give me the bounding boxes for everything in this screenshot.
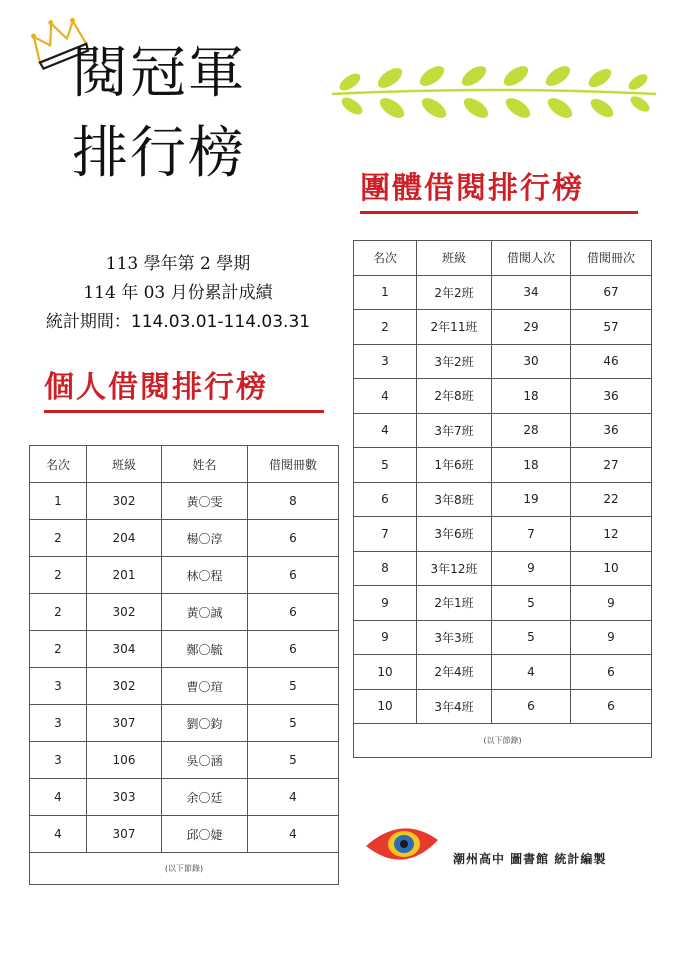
- table-cell: 邱〇婕: [162, 816, 248, 853]
- table-cell: 4: [492, 655, 571, 690]
- table-cell: 2: [30, 594, 87, 631]
- credit-text: 潮州高中 圖書館 統計編製: [453, 852, 607, 866]
- table-cell: 林〇程: [162, 557, 248, 594]
- table-cell: 3年6班: [417, 517, 492, 552]
- table-cell: 3年8班: [417, 482, 492, 517]
- table-row: [30, 631, 339, 668]
- semester-line: 113 學年第 2 學期: [105, 254, 251, 274]
- table-cell: 10: [354, 689, 417, 724]
- table-cell: 3: [30, 668, 87, 705]
- table-cell: 9: [571, 620, 652, 655]
- table-row: [354, 275, 652, 310]
- table-cell: 曹〇瑄: [162, 668, 248, 705]
- header-borrow-count: 借閱冊次: [571, 241, 652, 276]
- individual-ranking-heading: [44, 362, 324, 413]
- table-cell: 5: [248, 705, 339, 742]
- table-cell: 304: [87, 631, 162, 668]
- table-row: [30, 668, 339, 705]
- table-cell: 204: [87, 520, 162, 557]
- table-cell: 6: [248, 520, 339, 557]
- table-cell: 10: [571, 551, 652, 586]
- table-cell: 30: [492, 344, 571, 379]
- table-cell: 12: [571, 517, 652, 552]
- table-cell: 劉〇鈞: [162, 705, 248, 742]
- table-cell: 2: [354, 310, 417, 345]
- leaf-branch-icon: [328, 58, 660, 128]
- table-cell: 307: [87, 705, 162, 742]
- table-cell: 22: [571, 482, 652, 517]
- table-row: [354, 689, 652, 724]
- table-header-row: [30, 446, 339, 483]
- table-cell: 4: [30, 816, 87, 853]
- table-cell: 6: [248, 557, 339, 594]
- table-row: [354, 413, 652, 448]
- title-line-1: 閱冠軍: [72, 41, 246, 106]
- individual-heading-underline: [44, 410, 324, 413]
- table-cell: 黃〇雯: [162, 483, 248, 520]
- table-row: [354, 586, 652, 621]
- table-cell: 3: [354, 344, 417, 379]
- table-cell: 2: [30, 631, 87, 668]
- table-cell: 201: [87, 557, 162, 594]
- table-row: [354, 517, 652, 552]
- table-cell: 2: [30, 557, 87, 594]
- month-line: 114 年 03 月份累計成績: [83, 283, 273, 303]
- table-cell: 18: [492, 448, 571, 483]
- table-cell: 9: [571, 586, 652, 621]
- table-cell: 2: [30, 520, 87, 557]
- individual-ranking-heading-text: 個人借閱排行榜: [44, 370, 268, 405]
- table-row: [30, 742, 339, 779]
- table-cell: 106: [87, 742, 162, 779]
- table-cell: 4: [248, 779, 339, 816]
- table-cell: 10: [354, 655, 417, 690]
- table-row: [354, 620, 652, 655]
- table-cell: 6: [571, 655, 652, 690]
- period-info: [28, 250, 328, 337]
- table-cell: 5: [248, 668, 339, 705]
- table-cell: 9: [354, 620, 417, 655]
- table-header-row: [354, 241, 652, 276]
- table-cell: 3年7班: [417, 413, 492, 448]
- header-class: 班級: [87, 446, 162, 483]
- table-cell: 46: [571, 344, 652, 379]
- group-ranking-table: [353, 240, 652, 758]
- table-row: [354, 310, 652, 345]
- table-cell: 303: [87, 779, 162, 816]
- table-cell: 4: [354, 413, 417, 448]
- table-cell: 3年2班: [417, 344, 492, 379]
- header-borrowers: 借閱人次: [492, 241, 571, 276]
- table-row: [354, 551, 652, 586]
- table-cell: 8: [248, 483, 339, 520]
- table-cell: 3年3班: [417, 620, 492, 655]
- table-cell: 2年8班: [417, 379, 492, 414]
- header-class: 班級: [417, 241, 492, 276]
- table-cell: 302: [87, 594, 162, 631]
- table-cell: 鄭〇毓: [162, 631, 248, 668]
- table-cell: 5: [492, 586, 571, 621]
- table-footnote: (以下節錄): [354, 724, 652, 758]
- library-eye-logo: [364, 810, 440, 876]
- table-cell: 7: [354, 517, 417, 552]
- table-cell: 楊〇淳: [162, 520, 248, 557]
- group-ranking-heading: [360, 163, 638, 214]
- group-ranking-heading-text: 團體借閱排行榜: [360, 171, 584, 206]
- table-cell: 吳〇涵: [162, 742, 248, 779]
- table-cell: 2年11班: [417, 310, 492, 345]
- table-cell: 34: [492, 275, 571, 310]
- individual-ranking-table: [29, 445, 339, 885]
- header-name: 姓名: [162, 446, 248, 483]
- table-cell: 18: [492, 379, 571, 414]
- table-cell: 7: [492, 517, 571, 552]
- table-row: [354, 448, 652, 483]
- table-cell: 57: [571, 310, 652, 345]
- table-cell: 1年6班: [417, 448, 492, 483]
- table-row: [30, 816, 339, 853]
- table-cell: 5: [492, 620, 571, 655]
- table-cell: 8: [354, 551, 417, 586]
- table-row: [30, 594, 339, 631]
- table-cell: 27: [571, 448, 652, 483]
- table-row: [354, 344, 652, 379]
- table-cell: 29: [492, 310, 571, 345]
- table-cell: 28: [492, 413, 571, 448]
- table-cell: 9: [492, 551, 571, 586]
- table-cell: 3: [30, 705, 87, 742]
- table-cell: 余〇廷: [162, 779, 248, 816]
- table-row: [354, 655, 652, 690]
- table-cell: 1: [30, 483, 87, 520]
- table-cell: 6: [492, 689, 571, 724]
- table-cell: 3: [30, 742, 87, 779]
- table-cell: 2年2班: [417, 275, 492, 310]
- table-cell: 6: [354, 482, 417, 517]
- table-row: [354, 482, 652, 517]
- table-cell: 4: [354, 379, 417, 414]
- table-cell: 1: [354, 275, 417, 310]
- table-footer-row: [354, 724, 652, 758]
- header-rank: 名次: [354, 241, 417, 276]
- table-cell: 2年1班: [417, 586, 492, 621]
- table-cell: 67: [571, 275, 652, 310]
- table-cell: 6: [248, 594, 339, 631]
- table-row: [30, 520, 339, 557]
- table-cell: 黃〇誠: [162, 594, 248, 631]
- table-row: [354, 379, 652, 414]
- table-footer-row: [30, 853, 339, 885]
- title-line-2: 排行榜: [72, 121, 246, 186]
- table-cell: 6: [571, 689, 652, 724]
- table-cell: 307: [87, 816, 162, 853]
- header-rank: 名次: [30, 446, 87, 483]
- table-cell: 36: [571, 379, 652, 414]
- period-range-line: 統計期間：114.03.01-114.03.31: [45, 312, 311, 332]
- table-cell: 5: [248, 742, 339, 779]
- table-cell: 19: [492, 482, 571, 517]
- table-row: [30, 483, 339, 520]
- header-books: 借閱冊數: [248, 446, 339, 483]
- table-cell: 3年4班: [417, 689, 492, 724]
- table-row: [30, 705, 339, 742]
- table-cell: 6: [248, 631, 339, 668]
- table-cell: 9: [354, 586, 417, 621]
- table-cell: 5: [354, 448, 417, 483]
- table-cell: 3年12班: [417, 551, 492, 586]
- table-row: [30, 557, 339, 594]
- table-footnote: (以下節錄): [30, 853, 339, 885]
- table-cell: 36: [571, 413, 652, 448]
- table-row: [30, 779, 339, 816]
- table-cell: 302: [87, 483, 162, 520]
- table-cell: 4: [248, 816, 339, 853]
- group-heading-underline: [360, 211, 638, 214]
- table-cell: 4: [30, 779, 87, 816]
- table-cell: 2年4班: [417, 655, 492, 690]
- table-cell: 302: [87, 668, 162, 705]
